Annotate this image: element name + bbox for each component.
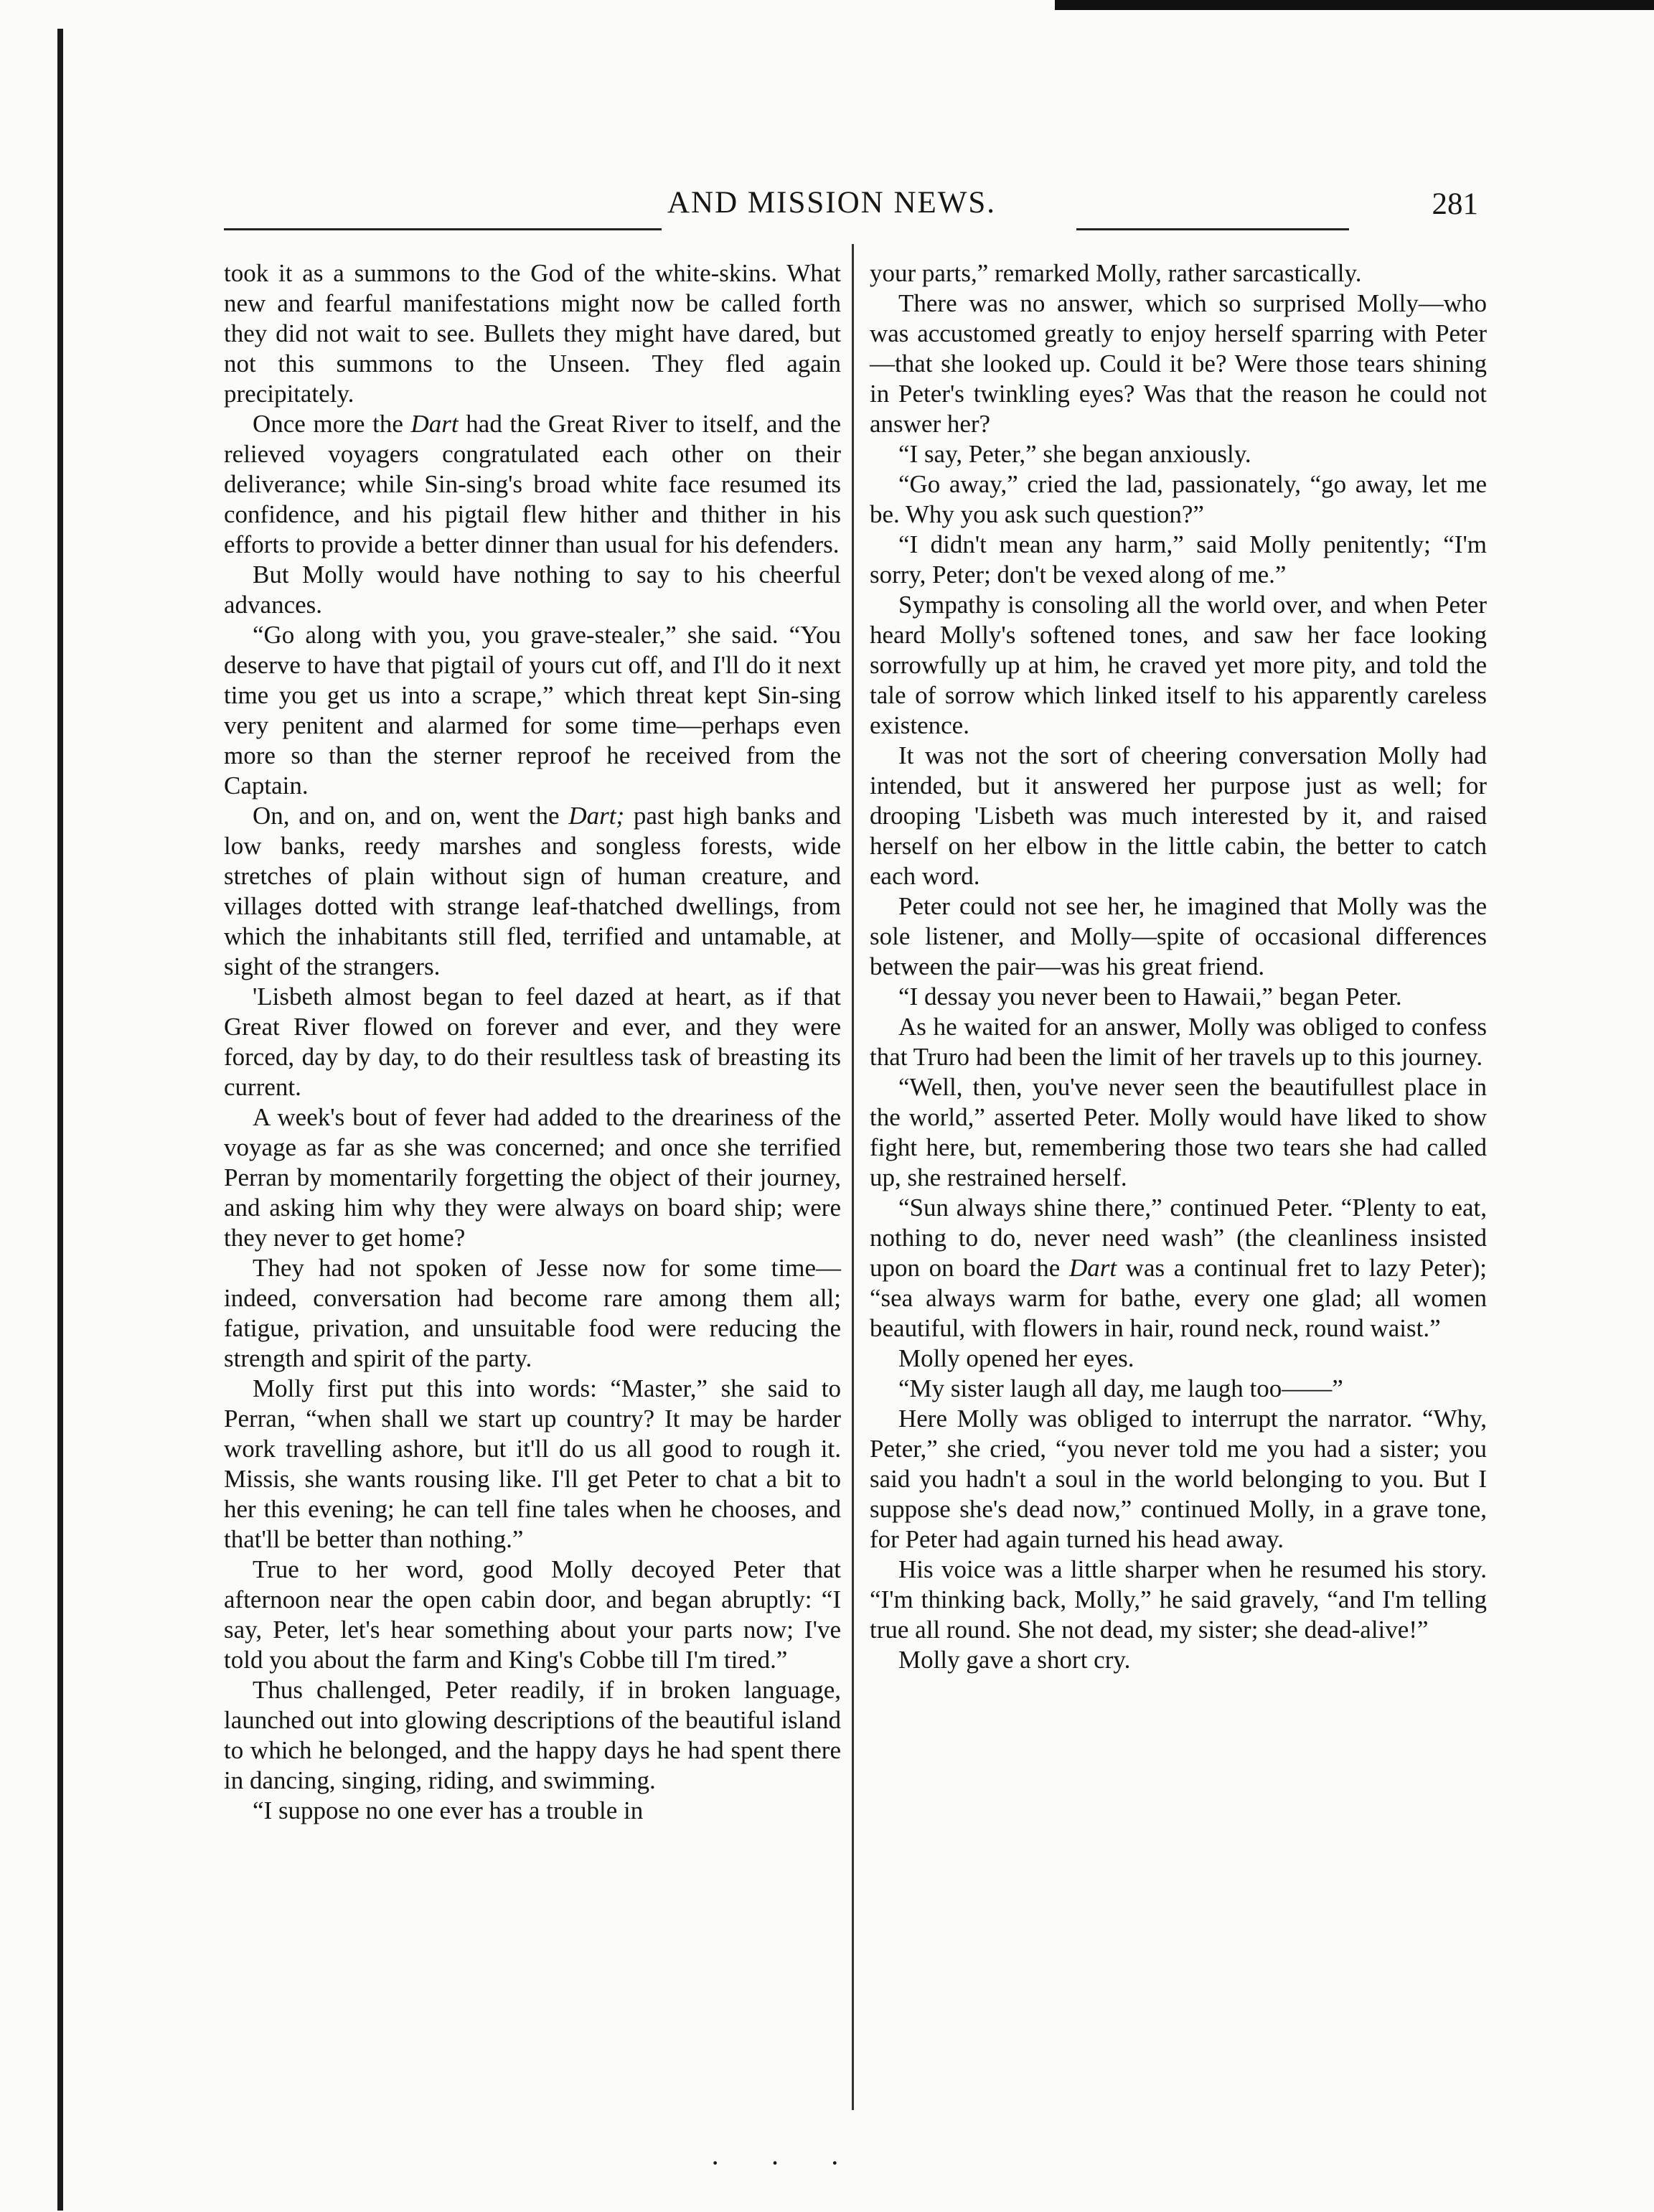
top-edge-bar [1055, 0, 1654, 10]
column-divider [852, 244, 854, 2110]
left-column [224, 258, 841, 1826]
header-rule-right [1076, 228, 1349, 230]
footer-marks: · · · [710, 2147, 861, 2179]
page-number: 281 [1432, 187, 1478, 221]
paragraph: True to her word, good Molly decoyed Peter that afternoon near the open cabin door, and began abruptly: “I say, Peter, let's hear something about your parts now; I've told you about the farm and King's Cobbe till I'm tired.” [224, 1555, 841, 1674]
paragraph: They had not spoken of Jesse now for some time—indeed, conversation had become rare among them all; fatigue, privation, and unsuitable food were reducing the strength and spirit of the party. [224, 1254, 841, 1372]
paragraph: Molly first put this into words: “Master,” she said to Perran, “when shall we start up country? It may be harder work travelling ashore, but it'll do us all good to rough it. Missis, she wants rousing like. I'll get Peter to chat a bit to her this evening; he can tell fine tales when he chooses, and that'll be better than nothing.” [224, 1374, 841, 1553]
paragraph: Thus challenged, Peter readily, if in broken language, launched out into glowing descriptions of the beautiful island to which he belonged, and the happy days he had spent there in dancing, singing, riding, and swimming. [224, 1676, 841, 1794]
paragraph: Molly gave a short cry. [898, 1646, 1131, 1674]
paragraph: “I suppose no one ever has a trouble in [253, 1796, 644, 1824]
paragraph: Sympathy is consoling all the world over, and when Peter heard Molly's softened tones, and saw her face looking sorrowfully up at him, he craved yet more pity, and told the tale of sorrow which linked itself to his apparently careless existence. [870, 591, 1487, 739]
paragraph: “My sister laugh all day, me laugh too——” [898, 1374, 1343, 1402]
paragraph: your parts,” remarked Molly, rather sarcastically. [870, 259, 1362, 287]
paragraph: It was not the sort of cheering conversation Molly had intended, but it answered her purpose just as well; for drooping 'Lisbeth was much interested by it, and raised herself on her elbow in the little cabin, the better to catch each word. [870, 741, 1487, 890]
paragraph: 'Lisbeth almost began to feel dazed at heart, as if that Great River flowed on forever and ever, and they were forced, day by day, to do their resultless task of breasting its current. [224, 983, 841, 1101]
paragraph: “I didn't mean any harm,” said Molly penitently; “I'm sorry, Peter; don't be vexed along of me.” [870, 530, 1487, 589]
right-column [870, 258, 1487, 1675]
ship-name: Dart [1068, 1254, 1117, 1282]
paragraph: “I say, Peter,” she began anxiously. [898, 440, 1251, 468]
paragraph: “I dessay you never been to Hawaii,” began Peter. [898, 983, 1402, 1011]
paragraph: His voice was a little sharper when he resumed his story. “I'm thinking back, Molly,” he said gravely, “and I'm telling true all round. She not dead, my sister; she dead-alive!” [870, 1555, 1487, 1644]
paragraph: Once more the Dart had the Great River to itself, and the relieved voyagers congratulated each other on their deliverance; while Sin-sing's broad white face resumed its confidence, and his pigtail flew hither and thither in his efforts to provide a better dinner than usual for his defenders. [224, 410, 841, 558]
paragraph: “Go along with you, you grave-stealer,” she said. “You deserve to have that pigtail of yours cut off, and I'll do it next time you get us into a scrape,” which threat kept Sin-sing very penitent and alarmed for some time—perhaps even more so than the sterner reproof he received from the Captain. [224, 621, 841, 800]
paragraph: “Well, then, you've never seen the beautifullest place in the world,” asserted Peter. Molly would have liked to show fight here, but, remembering those two tears she had called up, she restrained herself. [870, 1073, 1487, 1191]
paragraph: As he waited for an answer, Molly was obliged to confess that Truro had been the limit of her travels up to this journey. [870, 1013, 1487, 1071]
paragraph: “Go away,” cried the lad, passionately, “go away, let me be. Why you ask such question?” [870, 470, 1487, 528]
page-left-border [57, 29, 63, 2211]
ship-name: Dart; [568, 802, 625, 830]
paragraph: On, and on, and on, went the Dart; past high banks and low banks, reedy marshes and songless forests, wide stretches of plain without sign of human creature, and villages dotted with strange leaf-thatched dwellings, from which the inhabitants still fled, terrified and untamable, at sight of the strangers. [224, 802, 842, 980]
running-title: AND MISSION NEWS. [667, 186, 997, 220]
paragraph: “Sun always shine there,” continued Peter. “Plenty to eat, nothing to do, never need wash” (the cleanliness insisted upon on board the Dart was a continual fret to lazy Peter); “sea always warm for bathe, every one glad; all women beautiful, with flowers in hair, round neck, round waist.” [870, 1194, 1487, 1342]
paragraph: took it as a summons to the God of the white-skins. What new and fearful manifestations might now be called forth they did not wait to see. Bullets they might have dared, but not this summons to the Unseen. They fled again precipitately. [224, 259, 841, 408]
paragraph: Here Molly was obliged to interrupt the narrator. “Why, Peter,” she cried, “you never told me you had a sister; you said you hadn't a soul in the world belonging to you. But I suppose she's dead now,” continued Molly, in a grave tone, for Peter had again turned his head away. [870, 1405, 1487, 1553]
header-rule-left [224, 228, 662, 230]
ship-name: Dart [410, 410, 459, 438]
paragraph: There was no answer, which so surprised Molly—who was accustomed greatly to enjoy herself sparring with Peter—that she looked up. Could it be? Were those tears shining in Peter's twinkling eyes? Was that the reason he could not answer her? [870, 289, 1487, 438]
paragraph: A week's bout of fever had added to the dreariness of the voyage as far as she was concerned; and once she terrified Perran by momentarily forgetting the object of their journey, and asking him why they were always on board ship; were they never to get home? [224, 1103, 841, 1252]
paragraph: Molly opened her eyes. [898, 1344, 1134, 1372]
paragraph: Peter could not see her, he imagined that Molly was the sole listener, and Molly—spite of occasional differences between the pair—was his great friend. [870, 892, 1487, 980]
paragraph: But Molly would have nothing to say to his cheerful advances. [224, 561, 841, 619]
